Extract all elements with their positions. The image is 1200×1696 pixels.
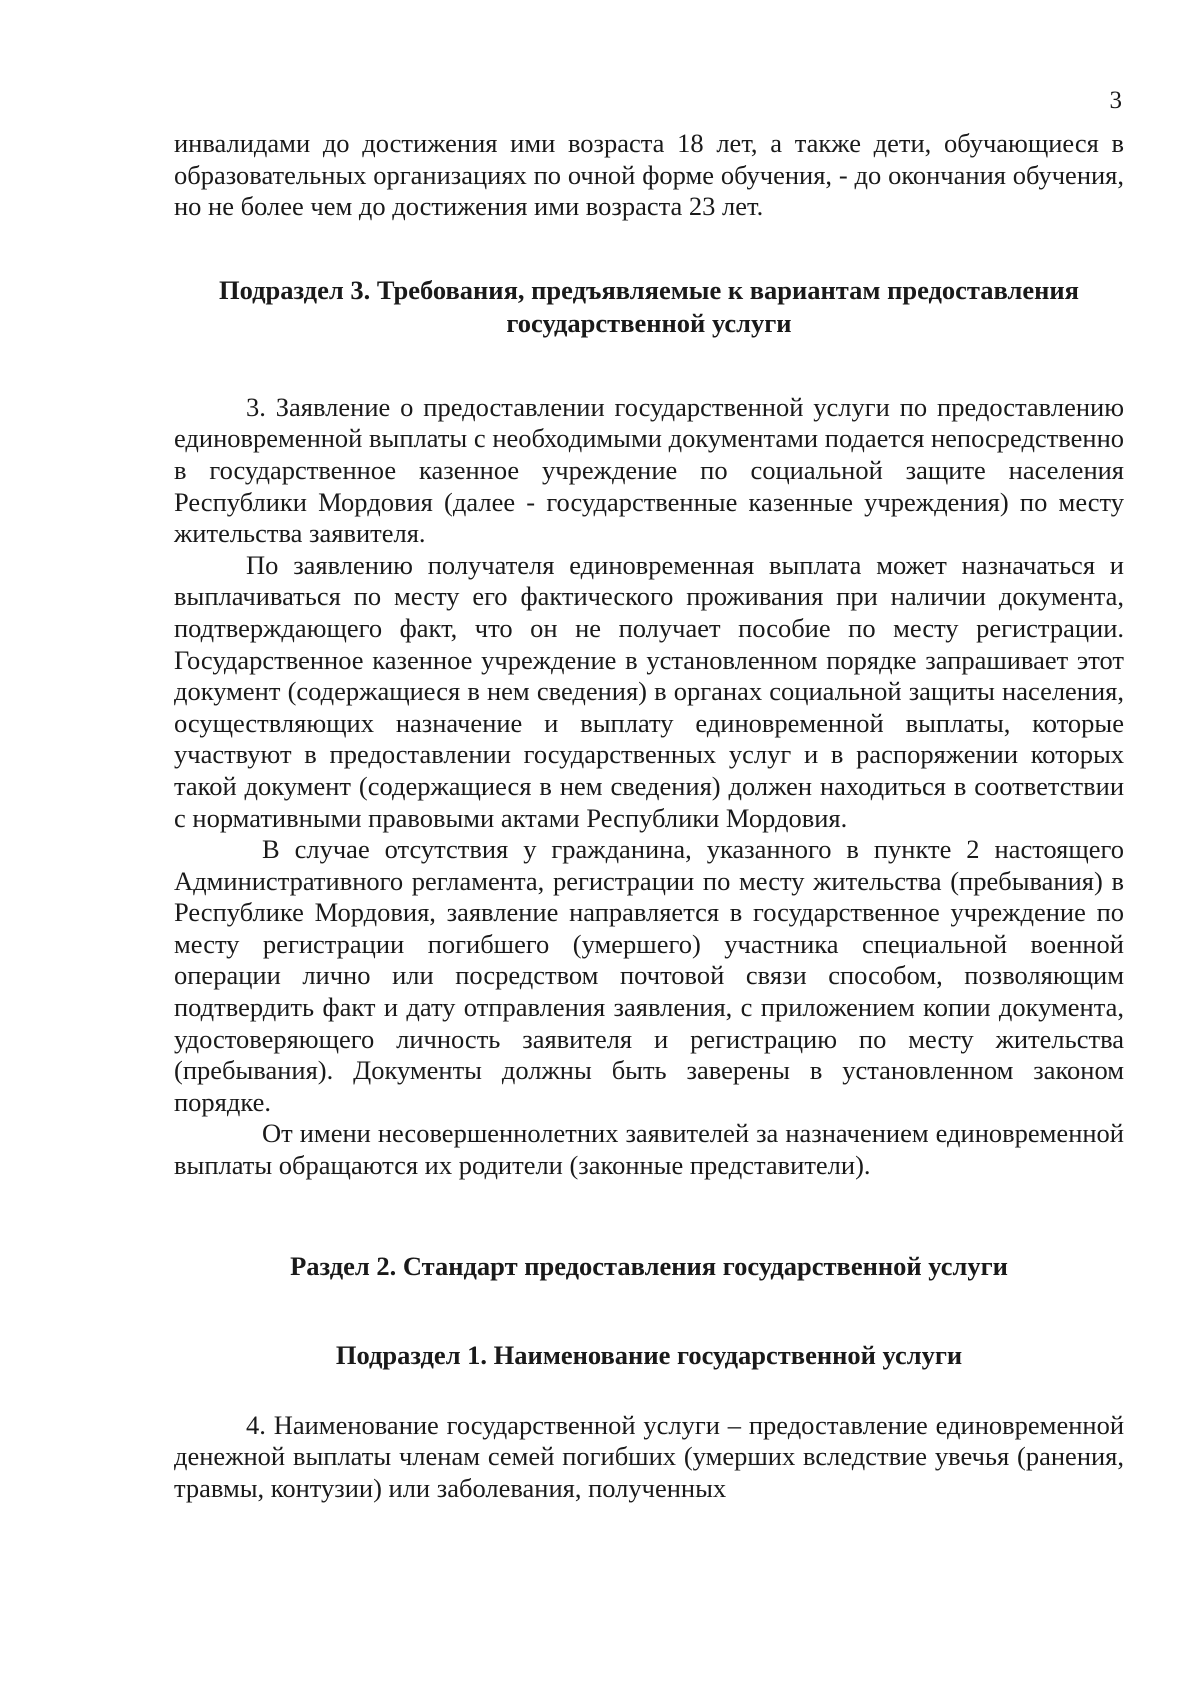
section-2-heading: Раздел 2. Стандарт предоставления государственной услуги <box>290 1250 1008 1281</box>
subsection-1-heading: Подраздел 1. Наименование государственной услуги <box>335 1339 963 1370</box>
spacer <box>174 340 1124 392</box>
spacer <box>174 1372 1124 1410</box>
item-4-paragraph: 4. Наименование государственной услуги – предоставление единовременной денежной выплаты членам семей погибших (умерших вследствие увечья (ранения, травмы, контузии) или заболевания, полученных <box>174 1409 1124 1503</box>
page-number: 3 <box>1109 87 1122 114</box>
no-registration-paragraph: В случае отсутствия у гражданина, указанного в пункте 2 настоящего Административного регламента, регистрации по месту жительства (пребывания) в Республике Мордовия, заявление направляется в государственное учреждение по месту регистрации погибшего (умершего) участника специальной военной операции лично или посредством почтовой связи способом, позволяющим подтвердить факт и дату отправления заявления, с приложением копии документа, удостоверяющего личность заявителя и регистрацию по месту жительства (пребывания). Документы должны быть заверены в установленном законом порядке. <box>174 834 1124 1117</box>
spacer <box>174 223 1124 274</box>
spacer <box>174 1283 1124 1339</box>
subsection-3-heading: Подраздел 3. Требования, предъявляемые к вариантам предоставления государственной услуги <box>219 274 1079 338</box>
document-body <box>174 128 1124 1504</box>
residence-paragraph: По заявлению получателя единовременная выплата может назначаться и выплачиваться по месту его фактического проживания при наличии документа, подтверждающего факт, что он не получает пособие по месту регистрации. Государственное казенное учреждение в установленном порядке запрашивает этот документ (содержащиеся в нем сведения) в органах социальной защиты населения, осуществляющих назначение и выплату единовременной выплаты, которые участвуют в предоставлении государственных услуг и в распоряжении которых такой документ (содержащиеся в нем сведения) должен находиться в соответствии с нормативными правовыми актами Республики Мордовия. <box>174 549 1124 833</box>
minors-paragraph: От имени несовершеннолетних заявителей за назначением единовременной выплаты обращаются их родители (законные представители). <box>174 1118 1124 1181</box>
spacer <box>174 1182 1124 1250</box>
intro-paragraph: инвалидами до достижения ими возраста 18 лет, а также дети, обучающиеся в образовательных организациях по очной форме обучения, - до окончания обучения, но не более чем до достижения ими возраста 23 лет. <box>174 128 1124 222</box>
item-3-paragraph: 3. Заявление о предоставлении государственной услуги по предоставлению единовременной выплаты с необходимыми документами подается непосредственно в государственное казенное учреждение по социальной защите населения Республики Мордовия (далее - государственные казенные учреждения) по месту жительства заявителя. <box>174 391 1124 549</box>
